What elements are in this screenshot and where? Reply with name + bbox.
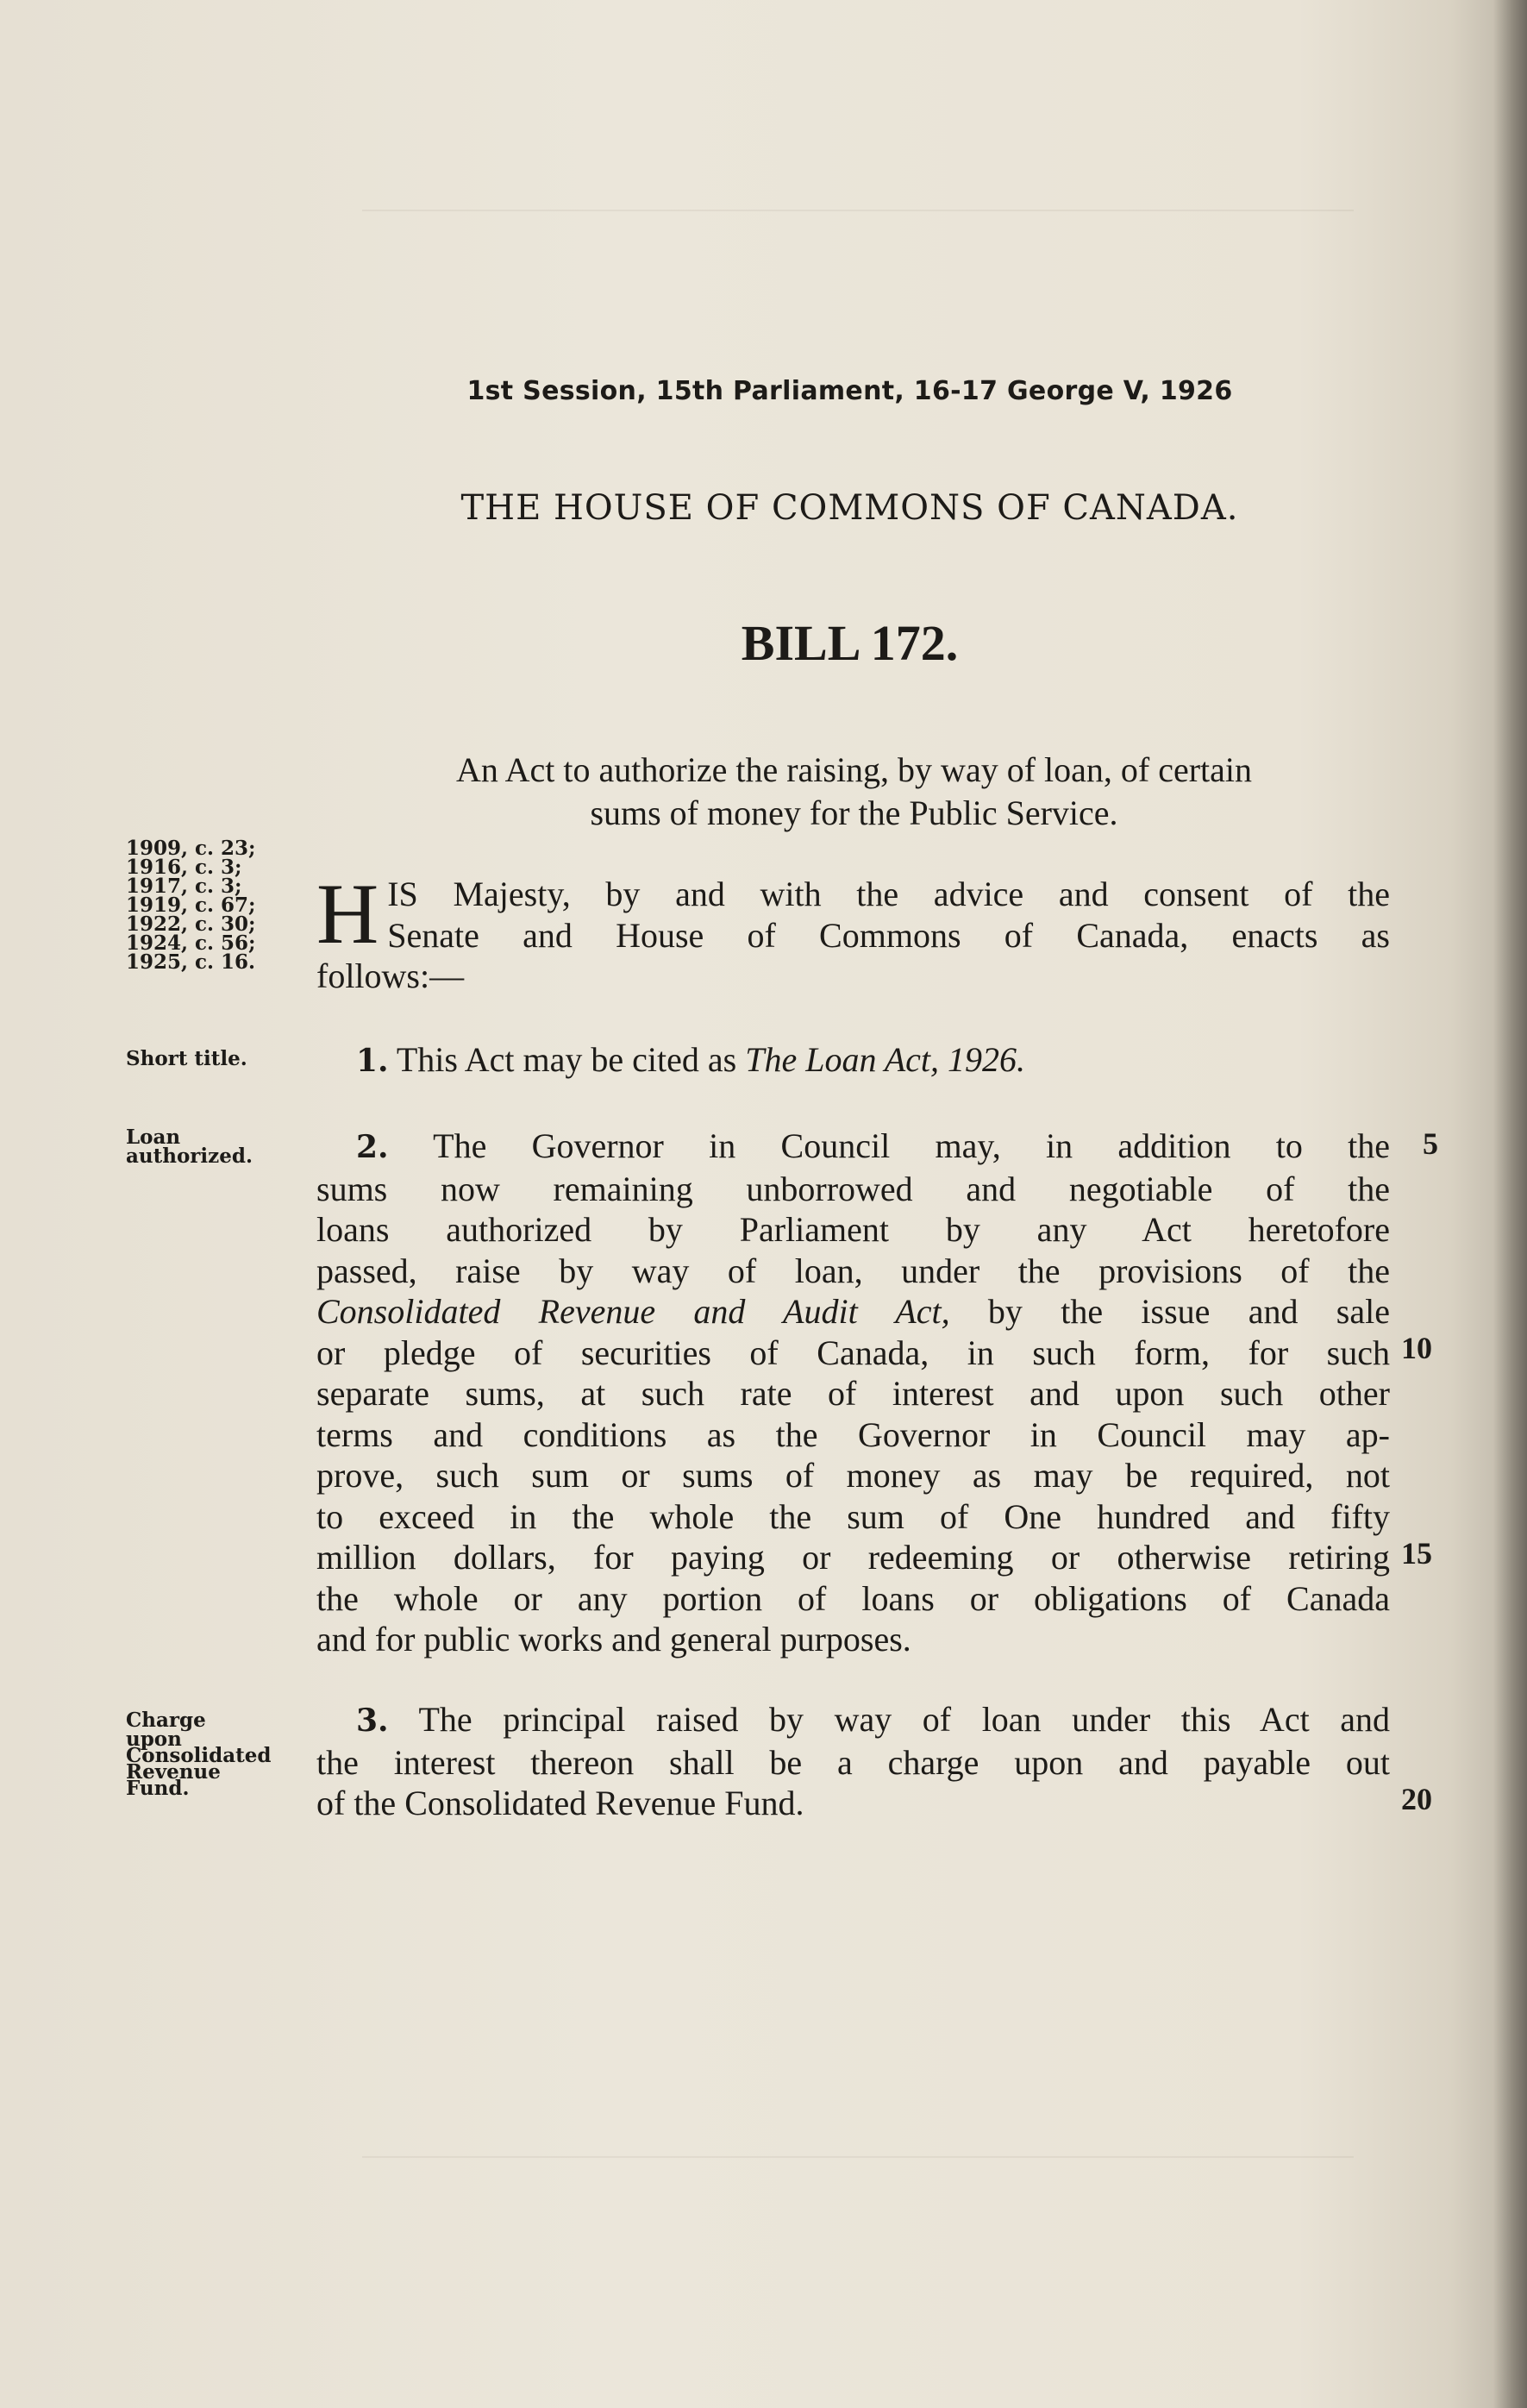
section-1: 1. This Act may be cited as The Loan Act, 1926.	[356, 1040, 1026, 1079]
bleed-through-rule	[362, 2156, 1354, 2158]
section-number: 3.	[356, 1703, 389, 1739]
citation: 1922, c. 30;	[126, 912, 256, 936]
line-number: 20	[1401, 1782, 1432, 1816]
long-title	[317, 749, 1391, 835]
line-number: 5	[1423, 1126, 1438, 1161]
house-title: THE HOUSE OF COMMONS OF CANADA.	[460, 488, 1239, 528]
citation: 1909, c. 23;	[126, 837, 256, 860]
line-number: 15	[1401, 1536, 1432, 1571]
margin-short-title: Short title.	[126, 1047, 247, 1070]
margin-citations	[126, 839, 256, 972]
session-header: 1st Session, 15th Parliament, 16-17 George V, 1926	[466, 376, 1233, 406]
citation: 1925, c. 16.	[126, 950, 256, 974]
line-number: 10	[1401, 1331, 1432, 1365]
citation: 1917, c. 3;	[126, 875, 242, 898]
drop-cap: H	[316, 866, 379, 962]
margin-charge: Charge upon Consolidated Revenue Fund.	[126, 1709, 272, 1800]
bill-number: BILL 172.	[741, 615, 959, 671]
citation: 1919, c. 67;	[126, 894, 256, 917]
margin-loan-authorized: Loan authorized.	[126, 1126, 253, 1168]
citation: 1916, c. 3;	[126, 856, 242, 879]
book-spine-shadow	[1493, 0, 1527, 2408]
long-title-line: An Act to authorize the raising, by way of loan, of certain	[455, 750, 1253, 789]
bleed-through-rule	[362, 210, 1354, 211]
section-number: 1.	[356, 1043, 389, 1079]
enacting-clause: H IS Majesty, by and with the advice and consent of the Senate and House of Commons of Canada, enacts as follows:—	[316, 866, 1390, 995]
long-title-line: sums of money for the Public Service.	[590, 793, 1118, 832]
section-3: 3. The principal raised by way of loan under this Act and the interest thereon shall be a charge upon and payable out of the Consolidated Revenue Fund.	[316, 1700, 1391, 1822]
section-2: 2. The Governor in Council may, in addition to the sums now remaining unborrowed and negotiable of the loans authorized by Parliament by any Act heretofore passed, raise by way of loan, under the provisions of the Consolidated Revenue and Audit Act, by the issue and sale or pledge of securities of Canada, in such form, for such separate sums, at such rate of interest and upon such other terms and conditions as the Governor in Council may ap- prove, such sum or sums of money as may be required, not to exceed in the whole the sum of One hundred and fifty million dollars, for paying or redeeming or otherwise retiring the whole or any portion of loans or obligations of Canada and for public works and general purposes.	[316, 1126, 1390, 1659]
citation: 1924, c. 56;	[126, 931, 256, 955]
section-number: 2.	[356, 1129, 389, 1165]
